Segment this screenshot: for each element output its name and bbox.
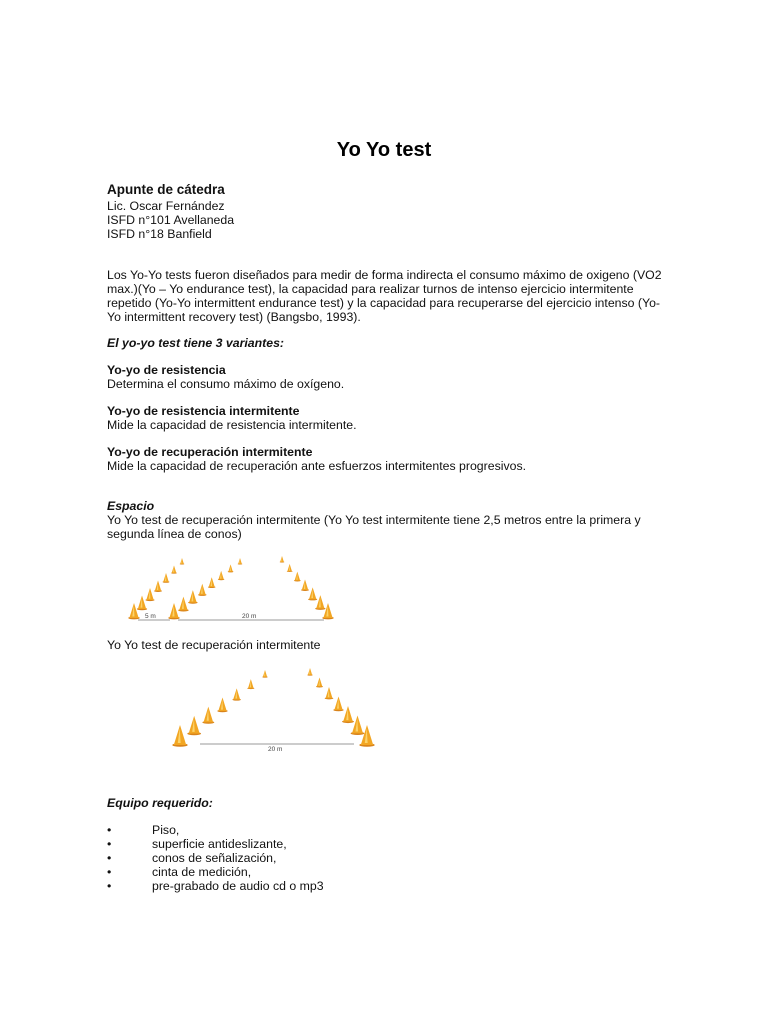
cone-icon xyxy=(294,572,301,582)
cones-group xyxy=(128,556,334,619)
document-page: Yo Yo test Apunte de cátedra Lic. Oscar Fernández ISFD n°101 Avellaneda ISFD n°18 Banfield Los Yo-Yo tests fueron diseñados para medir de forma indirecta el consumo máximo de oxigeno (VO2 max.)(Yo – Yo endurance test), la capacidad para realizar turnos de intenso ejercicio intermitente repetido (Yo-Yo intermittent endurance test) y la capacidad para recuperarse del ejercicio intenso (Yo-Yo intermittent recovery test) (Bangsbo, 1993). El yo-yo test tiene 3 variantes: Yo-yo de resistencia Determina el consumo máximo de oxígeno. Yo-yo de resistencia intermitente Mide la capacidad de resistencia intermitente. Yo-yo de recuperación intermitente Mide la capacidad de recuperación ante esfuerzos intermitentes progresivos. Espacio Yo Yo test de recuperación intermitente (Yo Yo test intermitente tiene 2,5 metros entre la primera y segunda línea de conos) 5 m 20 m Yo Yo test de recuperación intermitente 20 m Equipo requerido: • Piso, • superficie antideslizante, • conos de señalización, • cinta de medición, • pre-grabado de audio cd o mp3 xyxy=(0,0,768,1024)
cone-icon xyxy=(308,587,317,600)
cone-icon xyxy=(198,584,207,596)
cone-icon xyxy=(262,670,267,678)
cone-icon xyxy=(351,716,365,735)
cone-icon xyxy=(154,581,162,592)
bullet-icon: • xyxy=(107,851,112,865)
label-20m-figure-2: 20 m xyxy=(268,746,283,753)
cone-icon xyxy=(232,688,241,700)
cone-icon xyxy=(188,590,198,604)
variant-3-title: Yo-yo de recuperación intermitente xyxy=(107,445,313,459)
variant-1-title: Yo-yo de resistencia xyxy=(107,363,226,377)
cone-layout-figure-2 xyxy=(160,665,405,755)
variant-1-desc: Determina el consumo máximo de oxígeno. xyxy=(107,377,345,391)
bullet-icon: • xyxy=(107,865,112,879)
variants-heading: El yo-yo test tiene 3 variantes: xyxy=(107,336,285,350)
cone-icon xyxy=(307,668,312,676)
figure-2-caption: Yo Yo test de recuperación intermitente xyxy=(107,638,321,652)
page-title: Yo Yo test xyxy=(336,139,432,161)
subtitle: Apunte de cátedra xyxy=(107,182,225,197)
cone-icon xyxy=(202,707,214,724)
cone-icon xyxy=(218,571,225,580)
label-5m: 5 m xyxy=(145,613,156,620)
cone-icon xyxy=(172,725,187,747)
cone-icon xyxy=(280,556,285,563)
author-line: Lic. Oscar Fernández xyxy=(107,199,225,213)
cone-icon xyxy=(315,595,325,610)
cone-layout-figure-1 xyxy=(112,552,362,627)
institution-line-2: ISFD n°18 Banfield xyxy=(107,227,212,241)
bullet-icon: • xyxy=(107,879,112,893)
cone-icon xyxy=(316,678,323,688)
cone-icon xyxy=(171,566,177,574)
cone-icon xyxy=(180,558,185,565)
variant-3-desc: Mide la capacidad de recuperación ante esfuerzos intermitentes progresivos. xyxy=(107,459,527,473)
cone-icon xyxy=(145,588,154,601)
cone-icon xyxy=(228,564,234,572)
label-20m-figure-1: 20 m xyxy=(242,613,257,620)
intro-paragraph: Los Yo-Yo tests fueron diseñados para medir de forma indirecta el consumo máximo de oxigeno (VO2 max.)(Yo – Yo endurance test), la capacidad para realizar turnos de intenso ejercicio intermitente repetido (Yo-Yo intermittent endurance test) y la capacidad para recuperarse del ejercicio intenso (Yo-Yo intermittent recovery test) (Bangsbo, 1993). xyxy=(107,268,662,324)
cone-icon xyxy=(128,603,140,619)
cone-icon xyxy=(208,577,216,588)
bullet-icon: • xyxy=(107,823,112,837)
espacio-text: Yo Yo test de recuperación intermitente (Yo Yo test intermitente tiene 2,5 metros entre la primera y segunda línea de conos) xyxy=(107,513,641,541)
cone-icon xyxy=(238,558,243,565)
cone-icon xyxy=(247,679,254,689)
cone-icon xyxy=(287,564,293,572)
cone-icon xyxy=(137,596,147,611)
variant-2-title: Yo-yo de resistencia intermitente xyxy=(107,404,300,418)
cone-icon xyxy=(163,573,170,583)
cone-icon xyxy=(187,716,201,735)
institution-line-1: ISFD n°101 Avellaneda xyxy=(107,213,235,227)
cone-icon xyxy=(322,603,334,619)
espacio-heading: Espacio xyxy=(107,499,155,513)
cone-icon xyxy=(325,687,334,699)
variant-2-desc: Mide la capacidad de resistencia intermitente. xyxy=(107,418,357,432)
bullet-icon: • xyxy=(107,837,112,851)
cone-icon xyxy=(359,725,374,747)
cones-group xyxy=(172,668,374,747)
cone-icon xyxy=(301,580,309,591)
cone-icon xyxy=(168,603,180,619)
equipo-heading: Equipo requerido: xyxy=(107,796,213,810)
cone-icon xyxy=(342,706,354,723)
cone-icon xyxy=(333,697,343,712)
cone-icon xyxy=(178,597,189,612)
cone-icon xyxy=(217,698,227,713)
